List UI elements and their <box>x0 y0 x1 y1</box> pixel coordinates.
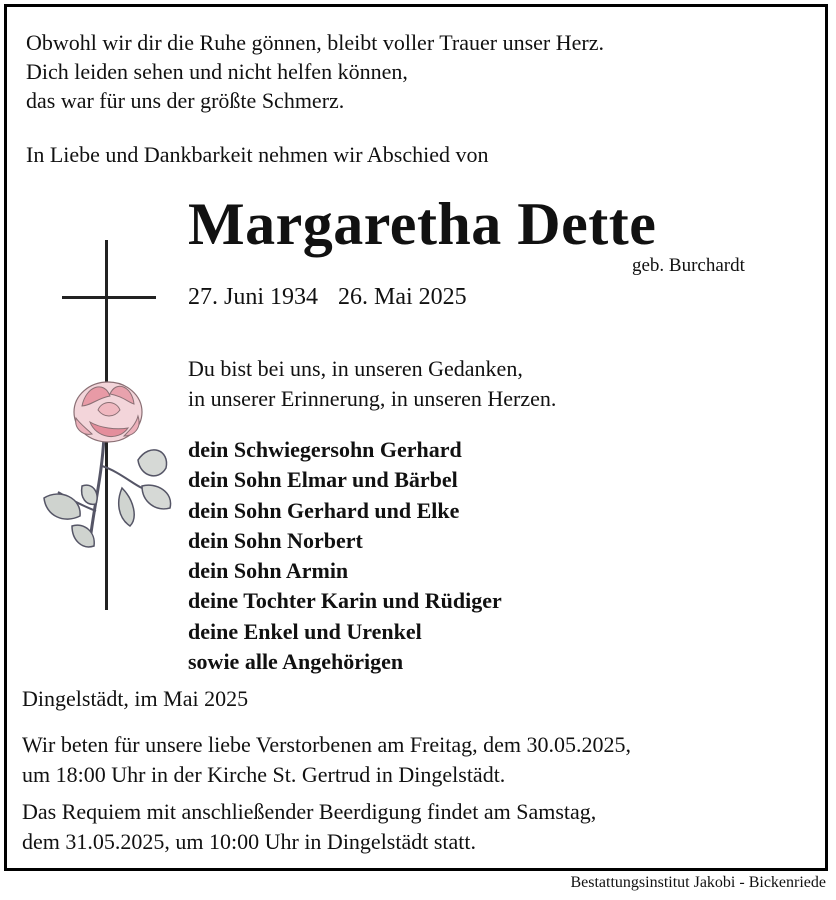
service-notice <box>22 730 631 790</box>
life-dates <box>188 284 467 311</box>
deceased-name: Margaretha Dette <box>188 191 657 257</box>
poem-line: in unserer Erinnerung, in unseren Herzen. <box>188 386 557 411</box>
mourner-item: sowie alle Angehörigen <box>188 649 404 675</box>
mourners-list <box>188 435 502 677</box>
place-and-date: Dingelstädt, im Mai 2025 <box>22 686 249 711</box>
notice-line: Das Requiem mit anschließender Beerdigung findet am Samstag, <box>22 799 597 824</box>
birth-date: 27. Juni 1934 <box>188 284 319 310</box>
cross-with-rose-icon <box>38 236 188 616</box>
notice-line: dem 31.05.2025, um 10:00 Uhr in Dingelstädt statt. <box>22 829 477 854</box>
funeral-notice <box>22 797 596 857</box>
mourner-item: dein Sohn Elmar und Bärbel <box>188 467 458 493</box>
poem-line: Dich leiden sehen und nicht helfen können, <box>26 59 408 84</box>
notice-line: Wir beten für unsere liebe Verstorbenen am Freitag, dem 30.05.2025, <box>22 732 632 757</box>
mourner-item: dein Sohn Gerhard und Elke <box>188 497 460 523</box>
poem-line: Obwohl wir dir die Ruhe gönnen, bleibt voller Trauer unser Herz. <box>26 30 604 55</box>
mourner-item: dein Schwiegersohn Gerhard <box>188 437 462 462</box>
mourner-item: dein Sohn Norbert <box>188 527 363 553</box>
notice-line: um 18:00 Uhr in der Kirche St. Gertrud in Dingelstädt. <box>22 762 506 787</box>
middle-poem <box>188 354 556 414</box>
funeral-home-credit: Bestattungsinstitut Jakobi - Bickenriede <box>570 874 826 891</box>
mourner-item: dein Sohn Armin <box>188 558 349 584</box>
farewell-intro: In Liebe und Dankbarkeit nehmen wir Abschied von <box>26 142 489 167</box>
maiden-name: geb. Burchardt <box>632 255 745 276</box>
death-date: 26. Mai 2025 <box>338 284 467 310</box>
opening-poem <box>26 28 604 115</box>
poem-line: Du bist bei uns, in unseren Gedanken, <box>188 356 523 381</box>
mourner-item: deine Enkel und Urenkel <box>188 618 422 644</box>
poem-line: das war für uns der größte Schmerz. <box>26 88 345 113</box>
mourner-item: deine Tochter Karin und Rüdiger <box>188 588 502 614</box>
